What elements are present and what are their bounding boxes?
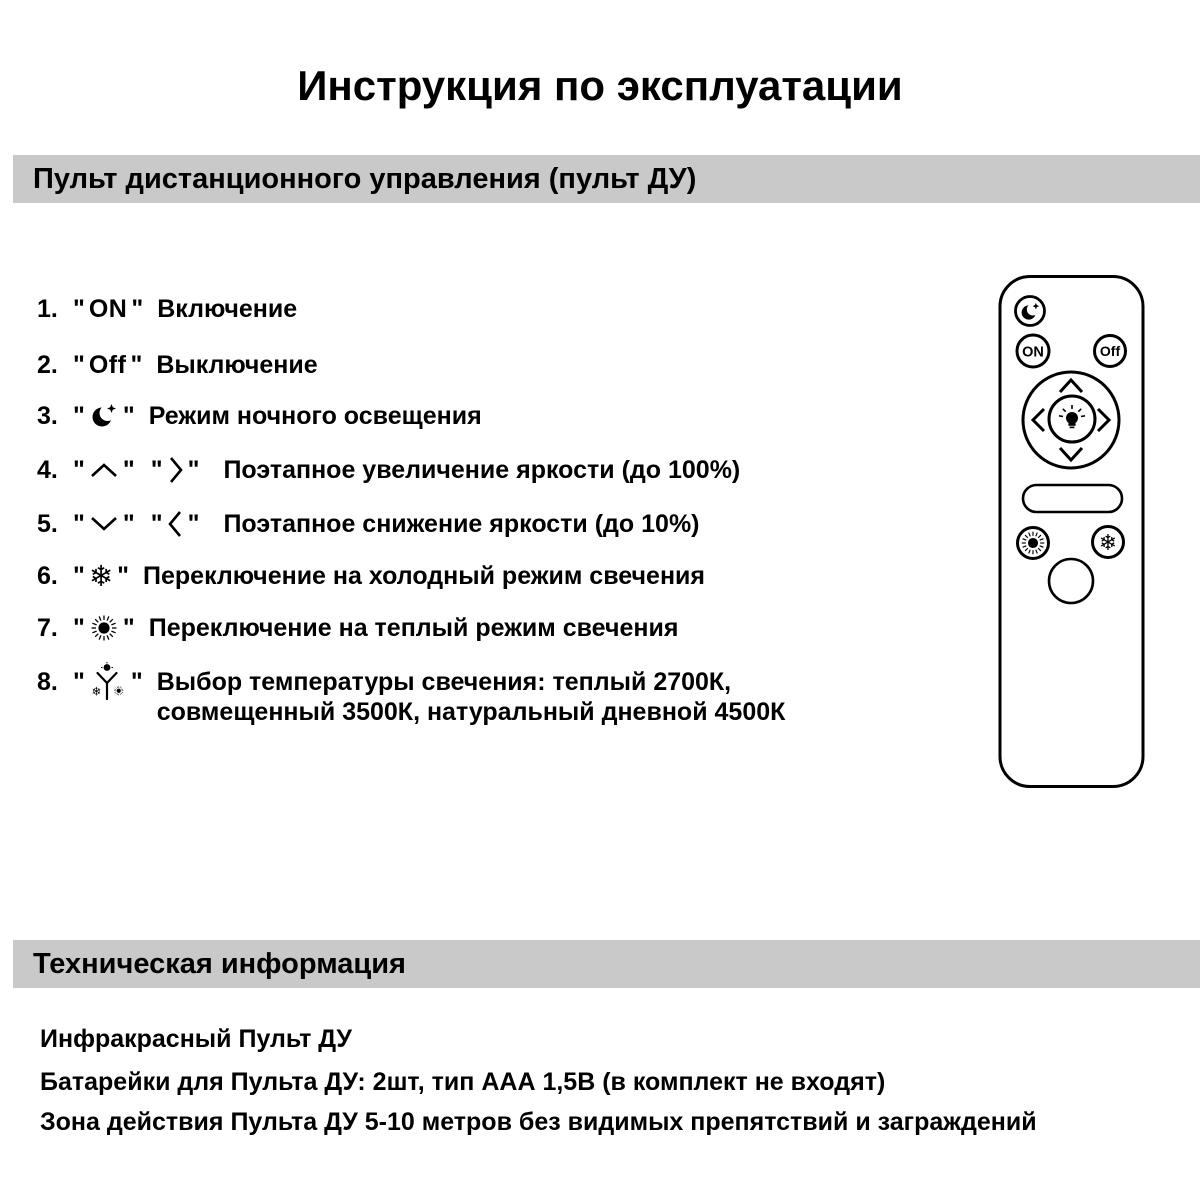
quote-mark: " <box>73 561 85 590</box>
quote-mark: " <box>131 294 144 323</box>
list-item-warm-mode <box>37 610 678 646</box>
chevron-left-icon <box>167 509 184 539</box>
quote-mark: " <box>130 350 143 379</box>
item-label: Выключение <box>156 350 318 379</box>
quote-mark: " <box>122 509 135 538</box>
list-item-cold-mode <box>37 558 705 594</box>
remote-off-label: Off <box>1099 343 1121 359</box>
section-header-tech-label: Техническая информация <box>33 947 406 980</box>
item-label: Включение <box>157 294 298 323</box>
quote-mark: " <box>117 561 130 590</box>
temp-select-icon <box>89 660 127 704</box>
item-number: 1. <box>37 294 58 323</box>
item-number: 6. <box>37 561 58 590</box>
remote-warm-button <box>1018 528 1049 559</box>
remote-on-label: ON <box>1022 344 1044 361</box>
list-item-temp-select <box>37 664 785 727</box>
item-label: Поэтапное снижение яркости (до 10%) <box>223 509 700 538</box>
quote-mark: " <box>122 401 135 430</box>
item-label: Поэтапное увеличение яркости (до 100%) <box>223 455 741 484</box>
chevron-up-icon <box>89 461 119 479</box>
section-header-tech <box>13 940 1200 988</box>
list-item-on <box>37 291 297 327</box>
tech-info-line: Батарейки для Пульта ДУ: 2шт, тип ААА 1,5В (в комплект не входят) <box>40 1067 886 1096</box>
item-label-line1: Выбор температуры свечения: теплый 2700К, <box>156 668 732 696</box>
section-header-remote-label: Пульт дистанционного управления (пульт ДУ) <box>33 162 697 195</box>
quote-mark: " <box>130 667 143 696</box>
page-title: Инструкция по эксплуатации <box>297 62 903 109</box>
chevron-right-icon <box>167 455 184 485</box>
quote-mark: " <box>73 294 85 323</box>
item-number: 7. <box>37 613 58 642</box>
item-label: Режим ночного освещения <box>148 401 482 430</box>
item-label-line2: совмещенный 3500К, натуральный дневной 4500К <box>156 698 786 726</box>
quote-mark: " <box>73 613 85 642</box>
off-button-name: Off <box>88 350 127 379</box>
quote-mark: " <box>122 613 135 642</box>
quote-mark: " <box>73 350 85 379</box>
tech-info-line: Зона действия Пульта ДУ 5-10 метров без видимых препятствий и заграждений <box>40 1107 1037 1136</box>
item-label: Переключение на холодный режим свечения <box>143 561 705 590</box>
item-number: 5. <box>37 509 58 538</box>
item-label <box>157 664 786 727</box>
moon-icon <box>89 401 119 431</box>
section-header-remote <box>13 155 1200 203</box>
quote-mark: " <box>122 455 135 484</box>
list-item-brightness-up <box>37 452 740 488</box>
tech-info-line: Инфракрасный Пульт ДУ <box>40 1024 352 1053</box>
quote-mark: " <box>73 667 85 696</box>
sun-icon <box>89 613 119 643</box>
quote-mark: " <box>150 509 163 538</box>
on-button-name: ON <box>88 294 128 323</box>
item-number: 2. <box>37 350 58 379</box>
chevron-down-icon <box>89 515 119 533</box>
quote-mark: " <box>150 455 163 484</box>
remote-illustration <box>993 270 1150 800</box>
list-item-off <box>37 347 318 383</box>
quote-mark: " <box>73 509 85 538</box>
sun-icon <box>1022 532 1045 555</box>
item-number: 4. <box>37 455 58 484</box>
snowflake-icon: ❄ <box>1098 531 1118 556</box>
list-item-night-mode <box>37 398 482 434</box>
item-label: Переключение на теплый режим свечения <box>148 613 679 642</box>
mini-snowflake-icon: ❄ <box>91 684 102 699</box>
item-number: 3. <box>37 401 58 430</box>
quote-mark: " <box>73 401 85 430</box>
snowflake-icon: ❄ <box>88 559 114 593</box>
quote-mark: " <box>73 455 85 484</box>
list-item-brightness-down <box>37 506 700 542</box>
quote-mark: " <box>187 509 200 538</box>
item-number: 8. <box>37 667 58 696</box>
quote-mark: " <box>187 455 200 484</box>
